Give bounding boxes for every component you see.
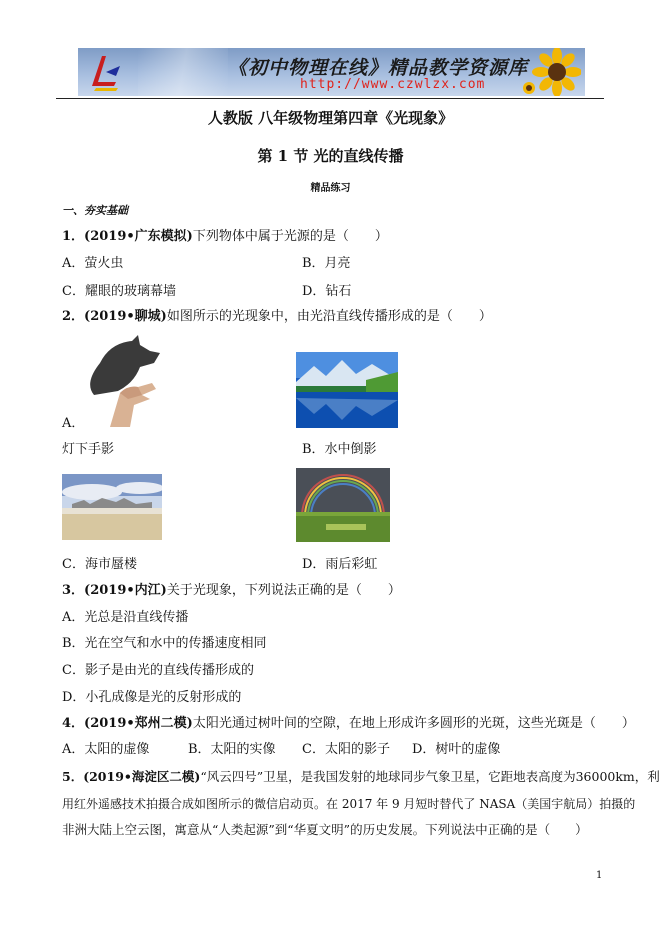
mirage-image xyxy=(62,474,162,540)
question-text: 下列物体中属于光源的是（ ） xyxy=(192,229,388,244)
question-source: 4．(2019•郑州二模) xyxy=(62,716,193,731)
document-subtitle: 精品练习 xyxy=(310,183,351,194)
question-source: 5．(2019•海淀区二模) xyxy=(62,769,201,784)
logo-icon xyxy=(86,52,126,92)
q1-option-b: B．月亮 xyxy=(302,256,351,271)
question-text: 关于光现象，下列说法正确的是（ ） xyxy=(166,583,401,598)
q3-option-c: C．影子是由光的直线传播形成的 xyxy=(62,663,254,678)
question-text-line1: “风云四号”卫星，是我国发射的地球同步气象卫星，它距地表高度为36000km，利 xyxy=(200,769,660,784)
lake-reflection-image xyxy=(296,352,398,428)
question-5-line3: 非洲大陆上空云图，寓意从“人类起源”到“华夏文明”的历史发展。下列说法中正确的是（ ） xyxy=(62,822,588,837)
question-4 xyxy=(62,716,635,732)
banner-url[interactable]: http://www.czwlzx.com xyxy=(300,77,486,92)
q3-option-d: D．小孔成像是光的反射形成的 xyxy=(62,690,242,705)
q2-option-a-label: A． xyxy=(62,416,85,431)
page-number: 1 xyxy=(596,870,603,881)
q4-option-a: A．太阳的虚像 xyxy=(62,742,150,757)
part-heading: 一、夯实基础 xyxy=(62,204,128,217)
q2-option-a: 灯下手影 xyxy=(62,442,115,457)
question-text: 太阳光通过树叶间的空隙，在地上形成许多圆形的光斑，这些光斑是（ ） xyxy=(192,716,635,731)
banner-ribbon xyxy=(138,48,228,96)
header-banner xyxy=(78,48,585,96)
question-source: 3．(2019•内江) xyxy=(62,583,167,598)
q2-option-c: C．海市蜃楼 xyxy=(62,557,137,572)
question-3 xyxy=(62,583,401,599)
banner-slogan: 《初中物理在线》精品教学资源库 xyxy=(228,57,529,79)
question-5-line2: 用红外遥感技术拍摄合成如图所示的微信启动页。在 2017 年 9 月短时替代了 NASA（美国宇航局）拍摄的 xyxy=(62,797,636,811)
question-source: 2．(2019•聊城) xyxy=(62,309,167,324)
section-title: 第 1 节 光的直线传播 xyxy=(257,147,404,165)
sunflower-icon xyxy=(521,48,581,96)
header-rule xyxy=(56,98,604,99)
hand-shadow-image xyxy=(80,333,166,427)
rainbow-image xyxy=(296,468,390,542)
q2-option-b: B．水中倒影 xyxy=(302,442,377,457)
question-2 xyxy=(62,309,492,325)
q4-option-d: D．树叶的虚像 xyxy=(412,742,501,757)
question-source: 1．(2019•广东模拟) xyxy=(62,229,193,244)
question-1 xyxy=(62,229,388,245)
q1-option-a: A．萤火虫 xyxy=(62,256,124,271)
q3-option-a: A．光总是沿直线传播 xyxy=(62,610,189,625)
q1-option-c: C．耀眼的玻璃幕墙 xyxy=(62,284,176,299)
q4-option-b: B．太阳的实像 xyxy=(188,742,276,757)
document-title: 人教版 八年级物理第四章《光现象》 xyxy=(207,109,454,127)
question-text: 如图所示的光现象中，由光沿直线传播形成的是（ ） xyxy=(166,309,492,324)
q1-option-d: D．钻石 xyxy=(302,284,352,299)
q4-option-c: C．太阳的影子 xyxy=(302,742,390,757)
q3-option-b: B．光在空气和水中的传播速度相同 xyxy=(62,636,267,651)
q2-option-d: D．雨后彩虹 xyxy=(302,557,378,572)
question-5 xyxy=(62,769,660,785)
